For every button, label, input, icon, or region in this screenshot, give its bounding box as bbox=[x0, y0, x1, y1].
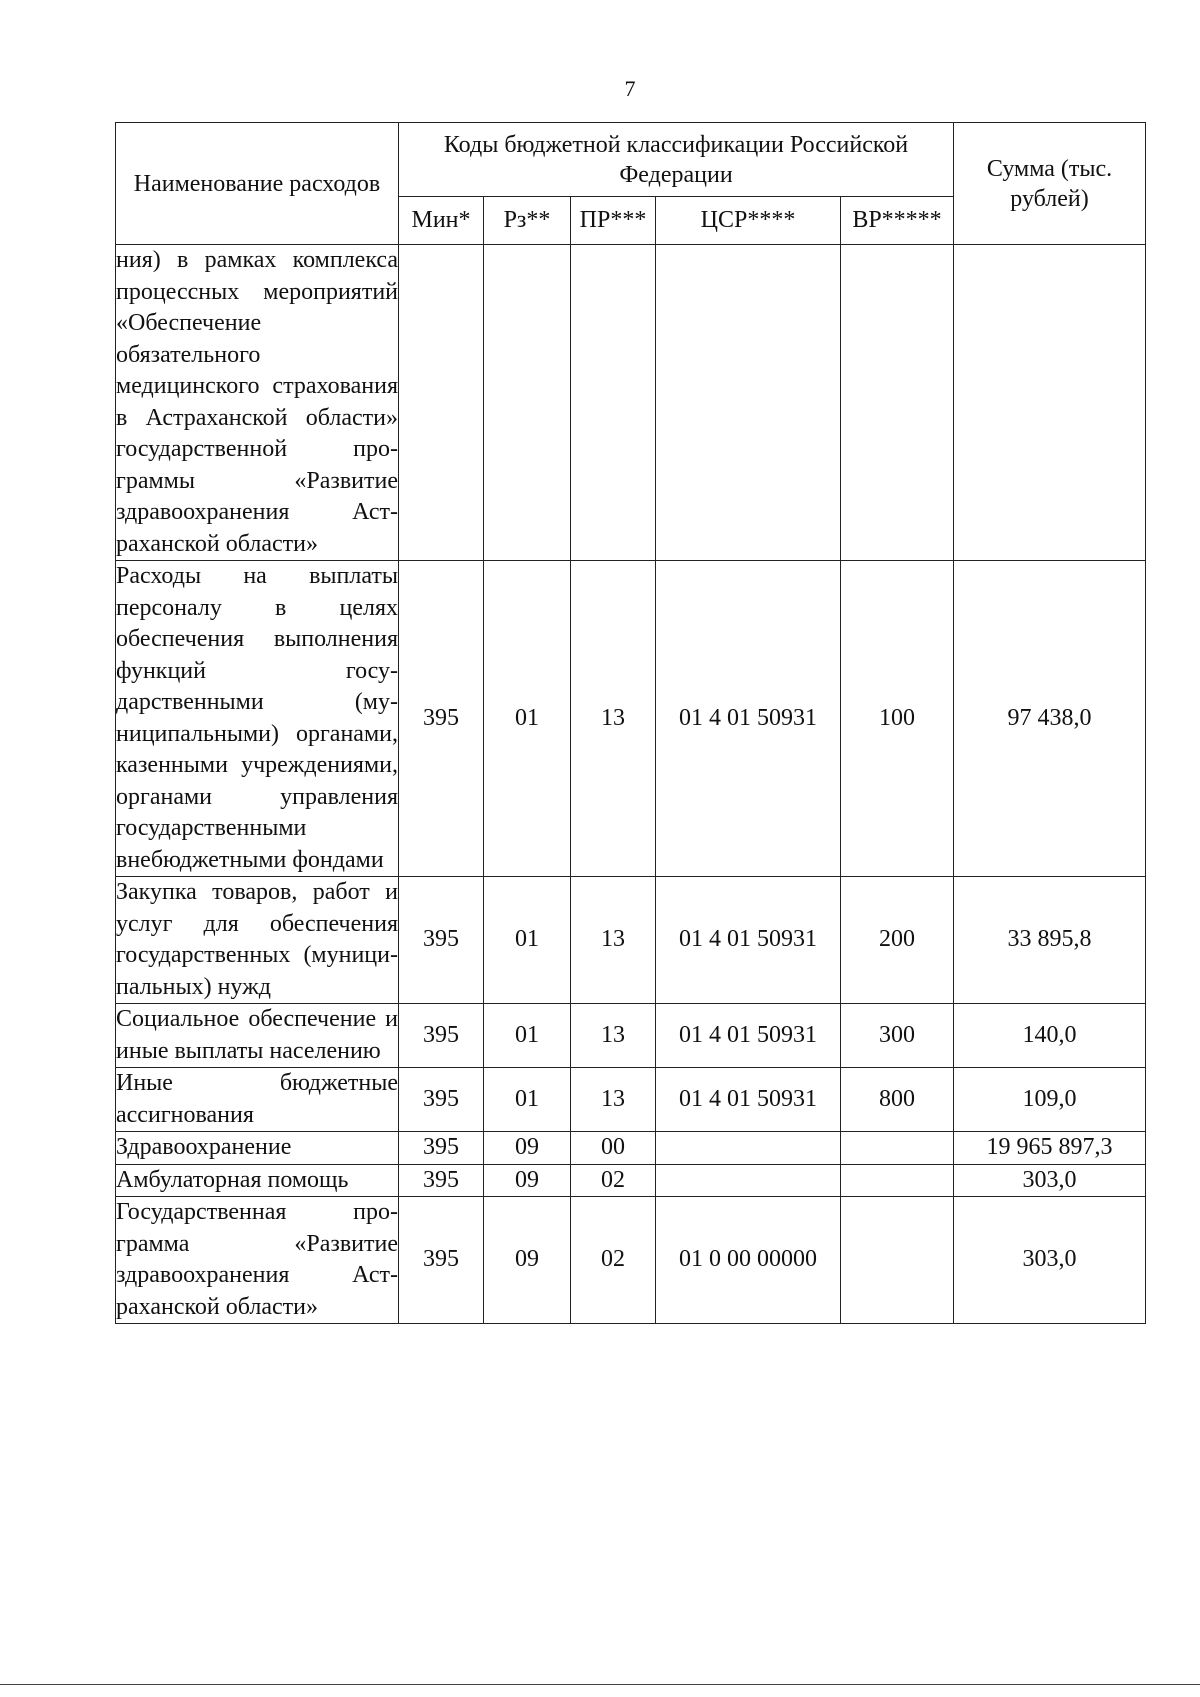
row-min: 395 bbox=[399, 877, 484, 1004]
table-row bbox=[116, 877, 1146, 1004]
row-pr: 13 bbox=[571, 877, 656, 1004]
row-vr bbox=[841, 245, 954, 561]
row-min bbox=[399, 245, 484, 561]
header-pr: ПР*** bbox=[571, 197, 656, 245]
table-row bbox=[116, 561, 1146, 877]
row-name: Иные бюджетные ассигнования bbox=[116, 1068, 399, 1132]
row-min: 395 bbox=[399, 1068, 484, 1132]
row-vr bbox=[841, 1164, 954, 1197]
row-csr: 01 4 01 50931 bbox=[656, 1004, 841, 1068]
row-sum: 303,0 bbox=[954, 1164, 1146, 1197]
row-sum bbox=[954, 245, 1146, 561]
row-sum: 109,0 bbox=[954, 1068, 1146, 1132]
row-vr: 100 bbox=[841, 561, 954, 877]
row-csr bbox=[656, 1164, 841, 1197]
table-row bbox=[116, 1004, 1146, 1068]
row-name: Закупка товаров, работ и услуг для обеспечения государственных (муниципальных) нужд bbox=[116, 877, 399, 1004]
row-rz: 01 bbox=[484, 1004, 571, 1068]
row-vr: 800 bbox=[841, 1068, 954, 1132]
row-rz: 01 bbox=[484, 561, 571, 877]
header-row bbox=[116, 123, 1146, 197]
header-rz: Рз** bbox=[484, 197, 571, 245]
table-row bbox=[116, 245, 1146, 561]
table-row bbox=[116, 1132, 1146, 1165]
budget-table bbox=[115, 122, 1146, 1324]
row-vr bbox=[841, 1132, 954, 1165]
row-name: Здравоохранение bbox=[116, 1132, 399, 1165]
header-min: Мин* bbox=[399, 197, 484, 245]
row-pr: 02 bbox=[571, 1197, 656, 1324]
header-vr: ВР***** bbox=[841, 197, 954, 245]
row-name: Амбулаторная помощь bbox=[116, 1164, 399, 1197]
row-name: Расходы на выплаты персоналу в целях обеспечения выполнения функций государственными (муниципальными) органами, казенными учреждениями, органами управления государственными внебюджетными фондами bbox=[116, 561, 399, 877]
row-min: 395 bbox=[399, 1164, 484, 1197]
row-name: ния) в рамках комплекса процессных мероприятий «Обеспечение обязательного медицинского страхования в Астраханской области» государственной программы «Развитие здравоохранения Астраханской области» bbox=[116, 245, 399, 561]
row-pr: 13 bbox=[571, 1068, 656, 1132]
row-rz: 09 bbox=[484, 1132, 571, 1165]
row-rz: 09 bbox=[484, 1197, 571, 1324]
table-row bbox=[116, 1197, 1146, 1324]
row-csr: 01 4 01 50931 bbox=[656, 561, 841, 877]
row-rz: 09 bbox=[484, 1164, 571, 1197]
row-sum: 19 965 897,3 bbox=[954, 1132, 1146, 1165]
row-csr: 01 4 01 50931 bbox=[656, 1068, 841, 1132]
row-sum: 33 895,8 bbox=[954, 877, 1146, 1004]
header-codes-title: Коды бюджетной классификации Российской Федерации bbox=[399, 123, 954, 197]
table-row bbox=[116, 1068, 1146, 1132]
page-number: 7 bbox=[624, 76, 636, 101]
row-name: Социальное обеспечение и иные выплаты населению bbox=[116, 1004, 399, 1068]
row-pr: 00 bbox=[571, 1132, 656, 1165]
row-rz: 01 bbox=[484, 1068, 571, 1132]
row-pr: 13 bbox=[571, 561, 656, 877]
row-min: 395 bbox=[399, 1004, 484, 1068]
row-csr: 01 4 01 50931 bbox=[656, 877, 841, 1004]
header-csr: ЦСР**** bbox=[656, 197, 841, 245]
header-name: Наименование расходов bbox=[116, 123, 399, 245]
row-csr: 01 0 00 00000 bbox=[656, 1197, 841, 1324]
bottom-divider bbox=[0, 1684, 1200, 1685]
row-min: 395 bbox=[399, 1197, 484, 1324]
row-csr bbox=[656, 245, 841, 561]
row-rz bbox=[484, 245, 571, 561]
row-sum: 97 438,0 bbox=[954, 561, 1146, 877]
row-min: 395 bbox=[399, 561, 484, 877]
row-pr: 13 bbox=[571, 1004, 656, 1068]
header-sum: Сумма (тыс. рублей) bbox=[954, 123, 1146, 245]
row-min: 395 bbox=[399, 1132, 484, 1165]
row-vr: 200 bbox=[841, 877, 954, 1004]
row-csr bbox=[656, 1132, 841, 1165]
row-pr: 02 bbox=[571, 1164, 656, 1197]
row-sum: 303,0 bbox=[954, 1197, 1146, 1324]
table-row bbox=[116, 1164, 1146, 1197]
row-sum: 140,0 bbox=[954, 1004, 1146, 1068]
row-pr bbox=[571, 245, 656, 561]
row-vr bbox=[841, 1197, 954, 1324]
row-name: Государственная программа «Развитие здравоохранения Астраханской области» bbox=[116, 1197, 399, 1324]
row-rz: 01 bbox=[484, 877, 571, 1004]
row-vr: 300 bbox=[841, 1004, 954, 1068]
